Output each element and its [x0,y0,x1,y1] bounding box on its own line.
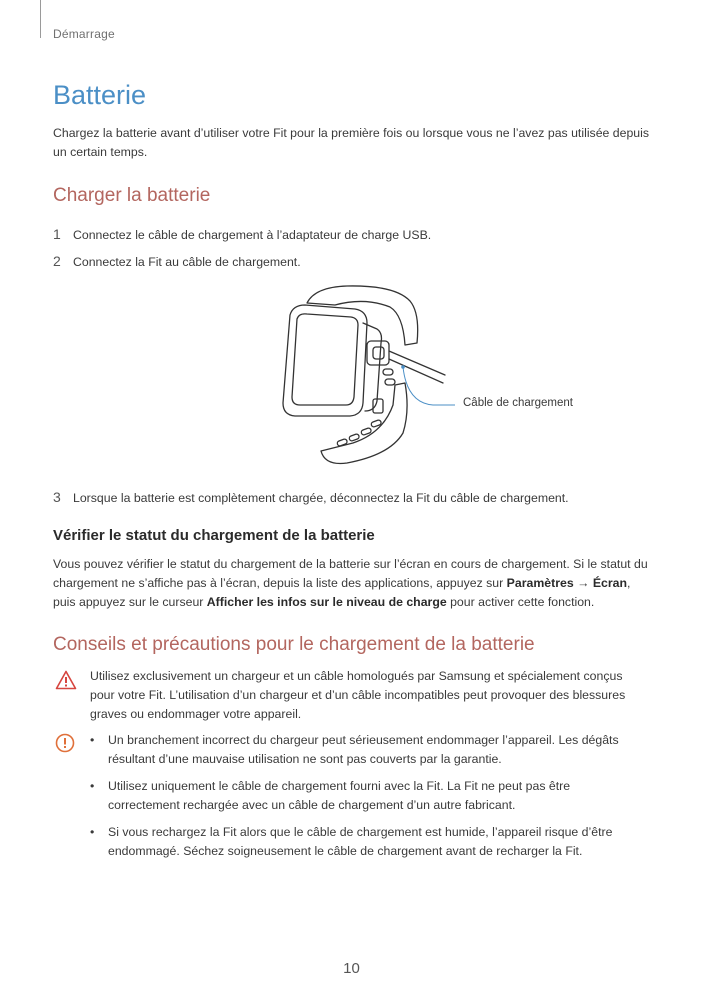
warning-triangle-icon [55,670,77,690]
charge-heading: Charger la batterie [53,185,211,206]
verify-text-2: , puis appuyez sur le curseur [53,576,631,609]
menu-arrow: → [573,576,593,590]
step-text: Lorsque la batterie est complètement chargée, déconnectez la Fit du câble de chargement. [73,491,569,505]
warning-note: Utilisez exclusivement un chargeur et un câble homologués par Samsung et spécialement conçus pour votre Fit. L’utilisation d’un chargeur et d’un câble incompatibles peut provoquer des blessures graves ou endommager votre appareil. [90,669,626,721]
caution-list [90,731,645,869]
step-number: 3 [53,489,61,505]
watch-body [283,305,367,416]
step-text: Connectez le câble de chargement à l’adaptateur de charge USB. [73,228,432,242]
step-text: Connectez la Fit au câble de chargement. [73,255,301,269]
callout-line [403,367,455,405]
tips-heading: Conseils et précautions pour le chargement de la batterie [53,634,535,655]
caution-exclamation-icon [55,733,75,753]
menu-screen: Écran [592,576,627,590]
verify-paragraph [53,555,653,612]
verify-text-1: Vous pouvez vérifier le statut du chargement de la batterie sur l’écran en cours de chargement. Si le statut du chargement ne s’affiche pas à l’écran, depuis la liste des applications, appuyez sur [53,557,648,590]
watch-charging-illustration [255,283,455,473]
page-number: 10 [343,960,360,977]
step-number: 2 [53,253,61,269]
callout-dot [401,365,405,369]
list-item: • Si vous rechargez la Fit alors que le câble de chargement est humide, l’appareil risque d’être endommagé. Séchez soigneusement le câble de chargement avant de recharger la Fit. [90,823,645,861]
header-divider [40,0,41,38]
page-title: Batterie [53,80,147,110]
charger-puck [367,341,389,365]
step-3 [53,489,569,505]
section-label: Démarrage [53,27,115,41]
verify-text-3: pour activer cette fonction. [446,595,595,609]
verify-heading: Vérifier le statut du chargement de la batterie [53,527,375,544]
step-number: 1 [53,226,61,242]
charge-info-toggle-label: Afficher les infos sur le niveau de charge [206,595,447,609]
charging-cable-label: Câble de chargement [463,397,573,409]
list-item: • Utilisez uniquement le câble de chargement fourni avec la Fit. La Fit ne peut pas être correctement rechargée avec un câble de chargement d’un autre fabricant. [90,777,645,815]
list-item: • Un branchement incorrect du chargeur peut sérieusement endommager l’appareil. Les dégâts résultant d’une mauvaise utilisation ne sont pas couverts par la garantie. [90,731,645,769]
step-1 [53,226,431,242]
watch-screen [292,314,358,405]
intro-paragraph: Chargez la batterie avant d’utiliser votre Fit pour la première fois ou lorsque vous ne l’avez pas utilisée depuis un certain temps. [53,126,650,159]
step-2 [53,253,301,269]
menu-settings: Paramètres [506,576,574,590]
